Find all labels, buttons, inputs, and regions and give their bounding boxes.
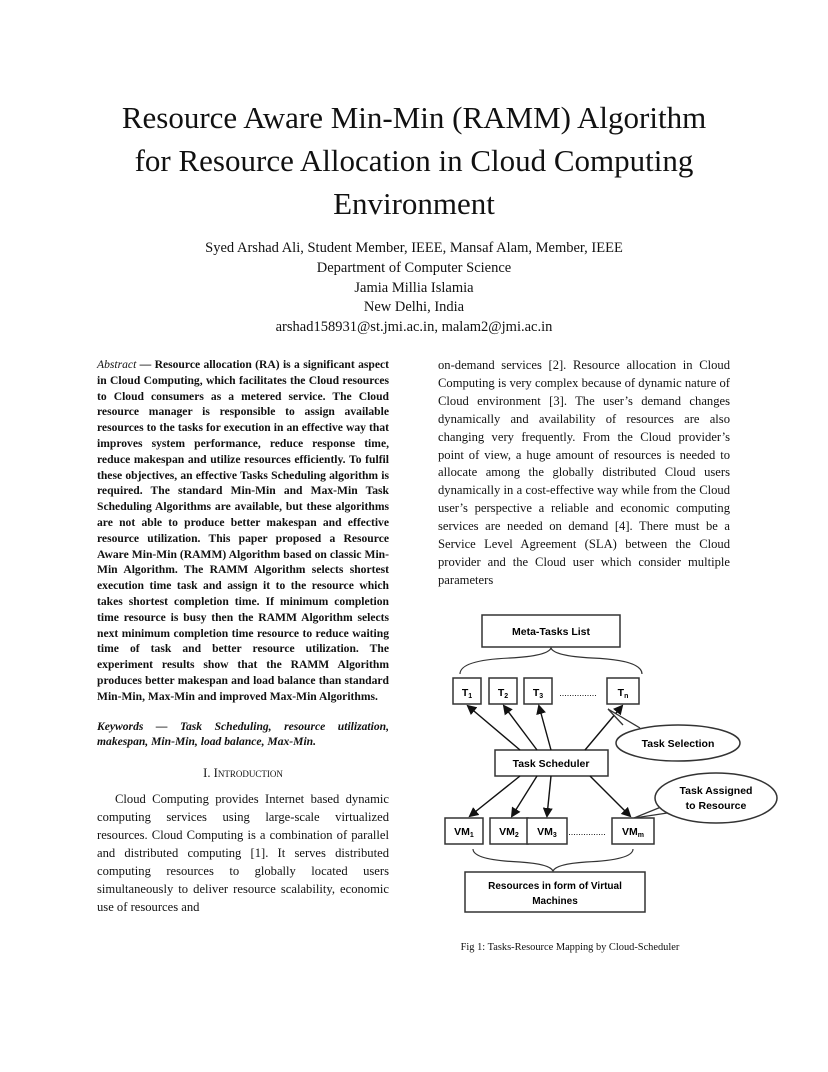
tasks-brace — [460, 648, 642, 674]
arrow-to-vm-m — [590, 776, 630, 816]
author-block — [60, 239, 768, 338]
task-assigned-label-1: Task Assigned — [679, 785, 753, 797]
arrow-to-vm-2 — [512, 776, 537, 816]
keywords-dash: — — [143, 719, 180, 733]
arrow-to-vm-1 — [470, 776, 520, 816]
abstract-text: Resource allocation (RA) is a significant aspect in Cloud Computing, which facilitates the Cloud resources to Cloud consumers as a metered service. The Cloud resource manager is responsible to assign available resources to the tasks for execution in an effective way that improves system performance, reduce response time, reduce makespan and utilize resources efficiently. To fulfil these objectives, an effective Tasks Scheduling algorithm is required. The standard Min-Min and Max-Min Task Scheduling Algorithms are available, but these algorithms are not able to produce better makespan and effective resource utilization. This paper proposed a Resource Aware Min-Min (RAMM) Algorithm based on classic Min-Min Algorithm. The RAMM Algorithm selects shortest execution time task and assign it to the resource which takes shortest completion time. If minimum completion time resource is busy then the RAMM Algorithm selects next minimum completion time resource to reduce waiting time of task and better resource utilization. The experiment results show that the RAMM Algorithm produces better makespan and load balance than standard Min-Min, Max-Min and improved Max-Min Algorithms. — [97, 358, 390, 703]
task-selection-pointer — [608, 709, 640, 728]
arrow-to-task-3 — [539, 706, 551, 750]
arrow-to-vm-3 — [547, 776, 551, 816]
task-label-n: Tn — [617, 687, 629, 700]
keywords-text: Task Scheduling, resource utilization, makespan, Min-Min, load balance, Max-Min. — [97, 719, 390, 749]
arrow-to-task-1 — [468, 706, 520, 750]
meta-tasks-label: Meta-Tasks List — [512, 626, 590, 638]
vms-ellipsis: ............... — [568, 827, 606, 837]
intro-paragraph-right: on-demand services [2]. Resource allocation in Cloud Computing is very complex because of dynamic nature of Cloud environment [3]. The user’s demand changes dynamically and availability of resources are also changing very frequently. From the Cloud provider’s point of view, a huge amount of resources is needed to allocate among the globally distributed Cloud users dynamically in a cost-effective way while from the Cloud user’s perspective a reliable and economic computing services are needed on demand [4]. There must be a Service Level Agreement (SLA) between the Cloud provider and the Cloud user which consider multiple parameters — [438, 358, 730, 587]
task-label-3: T3 — [532, 687, 544, 700]
section-number: I. — [203, 766, 211, 781]
vm-label-3: VM3 — [537, 826, 557, 839]
vm-label-1: VM1 — [454, 826, 474, 839]
author-names: Syed Arshad Ali, Student Member, IEEE, Mansaf Alam, Member, IEEE — [205, 240, 623, 256]
vms-brace — [473, 849, 633, 871]
abstract-dash: — — [136, 358, 155, 371]
paper-title — [60, 96, 768, 225]
left-column — [97, 357, 389, 916]
task-assigned-label-2: to Resource — [685, 800, 747, 812]
arrow-to-task-2 — [504, 706, 537, 750]
task-selection-label: Task Selection — [641, 738, 715, 750]
resources-label-2: Machines — [532, 896, 578, 907]
tasks-ellipsis: ............... — [559, 688, 597, 698]
abstract-label: Abstract — [97, 358, 137, 371]
author-emails: arshad158931@st.jmi.ac.in, malam2@jmi.ac.in — [275, 319, 553, 336]
keywords-label: Keywords — [97, 719, 144, 733]
author-location: New Delhi, India — [363, 299, 465, 316]
vm-label-2: VM2 — [499, 826, 519, 839]
author-department: Department of Computer Science — [316, 259, 512, 276]
right-column — [438, 357, 730, 590]
section-title: Introduction — [213, 766, 283, 781]
mapping-diagram — [440, 612, 780, 922]
task-label-2: T2 — [497, 687, 509, 700]
author-university: Jamia Millia Islamia — [354, 279, 474, 296]
task-scheduler-label: Task Scheduler — [512, 758, 590, 770]
section-heading-introduction — [97, 766, 389, 781]
task-label-1: T1 — [461, 687, 473, 700]
task-assigned-callout — [655, 773, 777, 823]
resources-label-1: Resources in form of Virtual — [488, 881, 622, 892]
intro-paragraph-left: Cloud Computing provides Internet based dynamic computing services using large-scale virtualized resources. Cloud Computing is a combination of parallel and distributed computing [1]. It serves distributed computing resources to globally located users simultaneously to deliver resource scalability, economic use of resources and — [97, 792, 389, 914]
keywords — [97, 719, 389, 751]
figure-caption: Fig 1: Tasks-Resource Mapping by Cloud-Scheduler — [460, 942, 680, 953]
title-line-3: Environment — [333, 186, 495, 221]
figure-task-resource-mapping — [440, 612, 780, 922]
title-line-2: for Resource Allocation in Cloud Computing — [134, 143, 694, 178]
title-line-1: Resource Aware Min-Min (RAMM) Algorithm — [121, 100, 707, 135]
abstract — [97, 357, 389, 705]
vm-label-m: VMm — [622, 826, 644, 839]
